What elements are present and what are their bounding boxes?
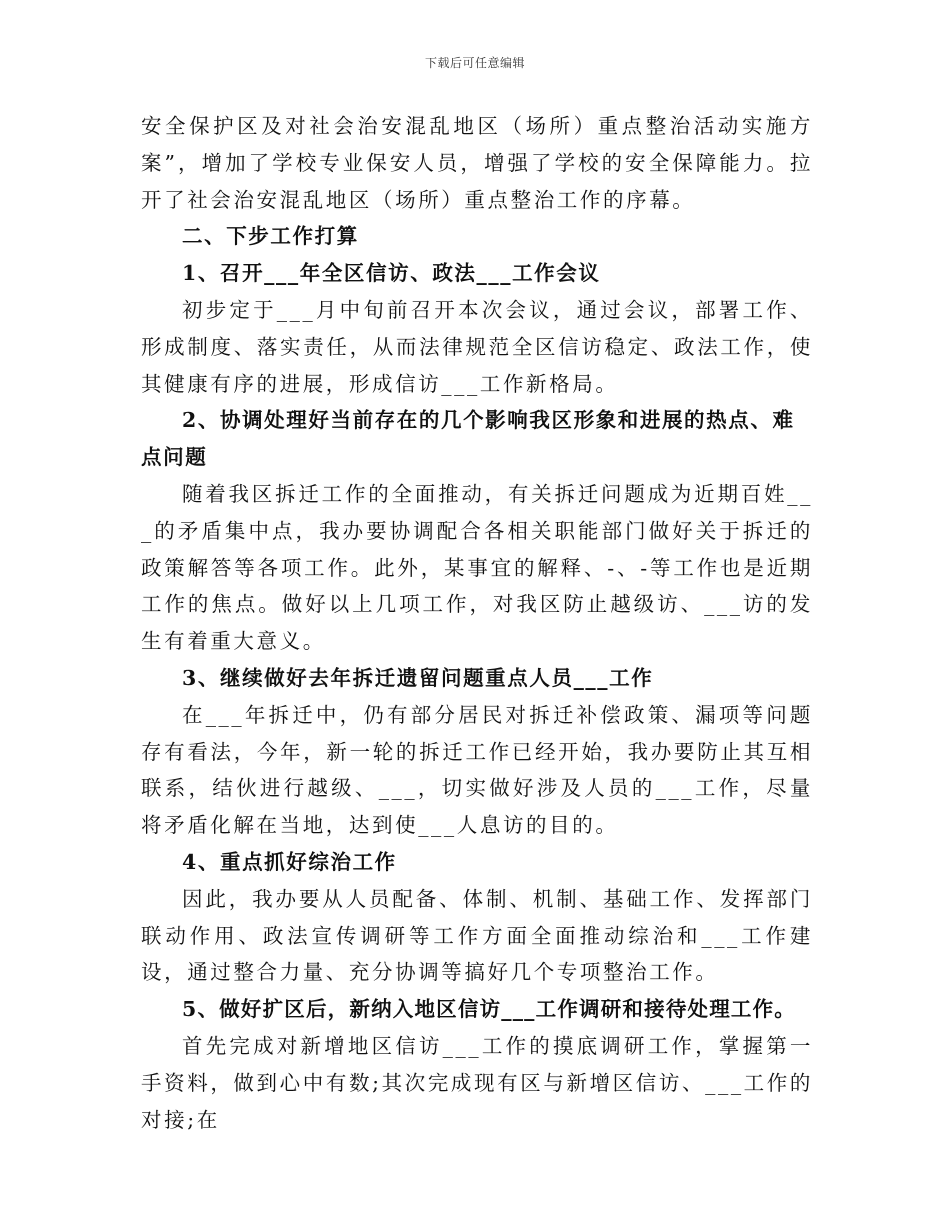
- section-heading-plan: 二、下步工作打算: [182, 224, 359, 249]
- subheading-1: 1、召开___年全区信访、政法___工作会议: [182, 261, 601, 286]
- document-body: [141, 108, 813, 1138]
- subheading-5: 5、做好扩区后，新纳入地区信访___工作调研和接待处理工作。: [182, 997, 797, 1022]
- paragraph-1: 初步定于___月中旬前召开本次会议，通过会议，部署工作、形成制度、落实责任，从而法律规范全区信访稳定、政法工作，使其健康有序的进展，形成信访___工作新格局。: [141, 297, 813, 396]
- header-note: 下载后可任意编辑: [424, 56, 525, 70]
- paragraph-2: 随着我区拆迁工作的全面推动，有关拆迁问题成为近期百姓___的矛盾集中点，我办要协调配合各相关职能部门做好关于拆迁的政策解答等各项工作。此外，某事宜的解释、-、-等工作也是近期工作的焦点。做好以上几项工作，对我区防止越级访、___访的发生有着重大意义。: [141, 481, 813, 654]
- subheading-2: 2、协调处理好当前存在的几个影响我区形象和进展的热点、难点问题: [141, 408, 795, 470]
- paragraph-4: 因此，我办要从人员配备、体制、机制、基础工作、发挥部门联动作用、政法宣传调研等工作方面全面推动综治和___工作建设，通过整合力量、充分协调等搞好几个专项整治工作。: [141, 886, 813, 985]
- paragraph-3: 在___年拆迁中，仍有部分居民对拆迁补偿政策、漏项等问题存有看法，今年，新一轮的拆迁工作已经开始，我办要防止其互相联系，结伙进行越级、___，切实做好涉及人员的___工作，尽量将矛盾化解在当地，达到使___人息访的目的。: [141, 702, 813, 838]
- subheading-4: 4、重点抓好综治工作: [182, 849, 397, 874]
- subheading-3: 3、继续做好去年拆迁遗留问题重点人员___工作: [182, 665, 654, 690]
- paragraph-intro: 安全保护区及对社会治安混乱地区（场所）重点整治活动实施方案”，增加了学校专业保安人员，增强了学校的安全保障能力。拉开了社会治安混乱地区（场所）重点整治工作的序幕。: [141, 114, 813, 212]
- paragraph-5: 首先完成对新增地区信访___工作的摸底调研工作，掌握第一手资料，做到心中有数;其次完成现有区与新增区信访、___工作的对接;在: [141, 1033, 813, 1132]
